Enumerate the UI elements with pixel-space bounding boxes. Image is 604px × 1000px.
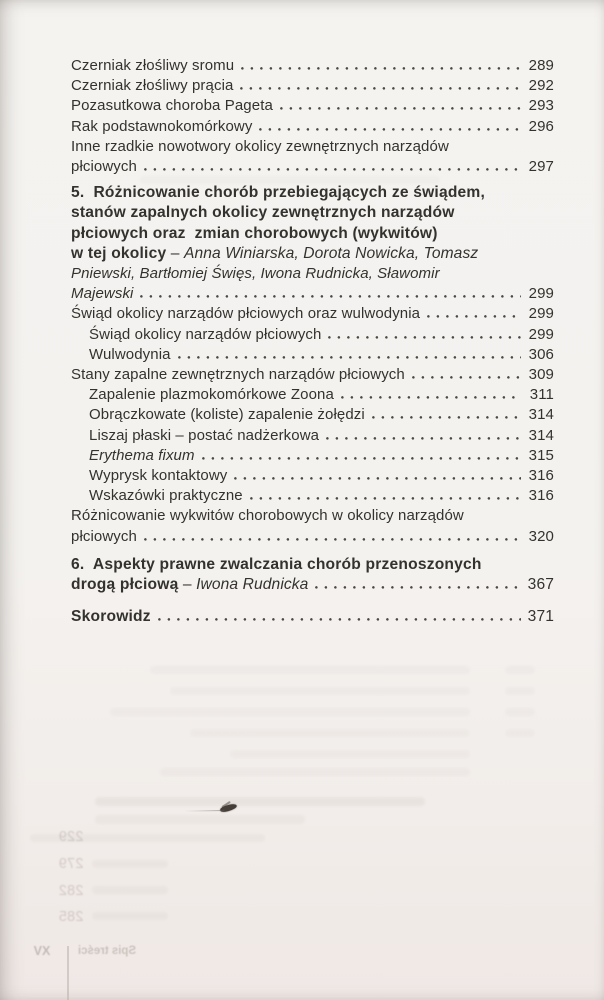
- toc-entry: [71, 96, 554, 116]
- toc-entry: [71, 345, 554, 365]
- text-run: Anna Winiarska, Dorota Nowicka, Tomasz: [183, 244, 479, 262]
- toc-entry: [71, 224, 554, 244]
- dot-leader: [144, 168, 521, 171]
- dot-leader: [240, 87, 521, 90]
- toc-entry: [71, 76, 554, 96]
- toc-page-number: 299: [528, 285, 554, 303]
- dot-leader: [328, 336, 521, 339]
- toc-page-number: 315: [528, 446, 554, 464]
- toc-entry-label: [89, 446, 195, 466]
- ghost-folio-number: XV: [33, 944, 51, 958]
- toc-entry: [71, 405, 554, 425]
- toc-entry-label: [71, 244, 478, 264]
- ghost-footer-rule: [67, 946, 69, 1000]
- ghost-footer-title: Spis treści: [77, 945, 137, 957]
- toc-entry: [71, 137, 554, 157]
- toc-page-number: 289: [528, 57, 554, 74]
- toc-entry-label: [71, 76, 233, 96]
- toc-page-number: 371: [527, 608, 554, 626]
- ghost-text-artifact: [505, 729, 535, 737]
- ghost-text-artifact: [92, 912, 168, 920]
- toc-entry: [71, 244, 554, 264]
- text-run: Liszaj płaski – postać nadżerkowa: [89, 426, 320, 444]
- toc-page-number: 309: [528, 366, 554, 384]
- ghost-page-number: 285: [58, 909, 84, 925]
- text-run: Erythema fixum: [89, 446, 195, 464]
- text-run: 5. Różnicowanie chorób przebiegających ze świądem,: [71, 184, 486, 202]
- ghost-text-artifact: [505, 708, 535, 716]
- text-run: płciowych oraz zmian chorobowych (wykwitów): [71, 224, 438, 242]
- toc-entry-label: [71, 506, 464, 526]
- toc-page-number: 292: [528, 77, 554, 95]
- text-run: drogą płciową: [71, 576, 179, 594]
- dot-leader: [202, 457, 521, 460]
- ghost-text-artifact: [92, 886, 168, 894]
- toc-entry-label: [71, 304, 420, 324]
- toc-entry-label: [71, 224, 438, 244]
- toc-page-number: 299: [528, 325, 554, 343]
- dot-leader: [158, 618, 521, 621]
- ghost-text-artifact: [505, 666, 535, 674]
- toc-entry: [71, 325, 554, 345]
- ghost-page-number: 282: [58, 883, 84, 899]
- toc-entry-label: [71, 575, 308, 595]
- table-of-contents: [71, 56, 554, 627]
- dot-leader: [241, 67, 521, 70]
- toc-entry: [71, 486, 554, 506]
- text-run: Zapalenie plazmokomórkowe Zoona: [89, 386, 334, 404]
- toc-page-number: 316: [528, 487, 554, 505]
- text-run: Inne rzadkie nowotwory okolicy zewnętrznych narządów: [71, 137, 449, 155]
- toc-entry: [71, 527, 554, 547]
- toc-entry: [71, 607, 554, 627]
- toc-entry: [71, 506, 554, 526]
- toc-entry: [71, 183, 554, 203]
- ghost-text-artifact: [140, 176, 440, 184]
- toc-entry-label: [89, 325, 321, 345]
- text-run: Świąd okolicy narządów płciowych oraz wulwodynia: [71, 305, 421, 323]
- text-run: –: [178, 576, 197, 594]
- text-run: Pniewski, Bartłomiej Święs, Iwona Rudnicka, Sławomir: [71, 265, 440, 283]
- toc-entry-label: [89, 466, 227, 486]
- ghost-text-artifact: [150, 666, 470, 674]
- toc-entry: [71, 466, 554, 486]
- text-run: 6. Aspekty prawne zwalczania chorób przenoszonych: [71, 555, 482, 573]
- text-run: Świąd okolicy narządów płciowych: [89, 325, 322, 343]
- text-run: płciowych: [71, 527, 137, 545]
- dot-leader: [259, 128, 521, 131]
- toc-entry: [71, 264, 554, 284]
- text-run: Czerniak złośliwy sromu: [71, 57, 235, 74]
- ghost-text-artifact: [170, 687, 470, 695]
- text-run: Majewski: [71, 285, 134, 303]
- dot-leader: [315, 586, 521, 589]
- text-run: Różnicowanie wykwitów chorobowych w okolicy narządów: [71, 507, 464, 525]
- toc-entry-label: [89, 426, 319, 446]
- text-run: –: [166, 244, 184, 262]
- text-run: Wyprysk kontaktowy: [89, 467, 228, 485]
- dot-leader: [341, 396, 521, 399]
- toc-page-number: 314: [528, 426, 554, 444]
- text-run: płciowych: [71, 158, 137, 176]
- dot-leader: [144, 538, 521, 541]
- ghost-text-artifact: [110, 708, 470, 716]
- dot-leader: [412, 376, 521, 379]
- toc-entry: [71, 555, 554, 575]
- ghost-text-artifact: [190, 729, 470, 737]
- text-run: Stany zapalne zewnętrznych narządów płciowych: [71, 366, 405, 384]
- text-run: Wskazówki praktyczne: [89, 487, 243, 505]
- toc-page-number: 367: [527, 576, 554, 594]
- toc-entry-label: [71, 117, 252, 137]
- toc-entry: [71, 446, 554, 466]
- toc-entry-label: [71, 284, 133, 304]
- toc-page-number: 293: [528, 97, 554, 115]
- toc-page-number: 296: [528, 117, 554, 135]
- toc-page-number: 316: [528, 467, 554, 485]
- toc-entry-label: [89, 345, 171, 365]
- toc-entry-label: [89, 385, 334, 405]
- dot-leader: [234, 477, 521, 480]
- ink-smudge: [220, 803, 238, 813]
- toc-page-number: 297: [528, 158, 554, 176]
- toc-entry-label: [89, 405, 365, 425]
- toc-entry: [71, 117, 554, 137]
- toc-entry-label: [71, 555, 482, 575]
- dot-leader: [372, 416, 521, 419]
- toc-entry: [71, 426, 554, 446]
- dot-leader: [140, 295, 521, 298]
- ghost-page-number: 279: [58, 856, 84, 872]
- ghost-text-artifact: [230, 750, 470, 758]
- text-run: Iwona Rudnicka: [196, 576, 309, 594]
- ghost-text-artifact: [95, 797, 425, 806]
- toc-entry-label: [71, 264, 440, 284]
- toc-entry: [71, 365, 554, 385]
- toc-entry-label: [71, 96, 273, 116]
- toc-entry: [71, 157, 554, 177]
- toc-entry-label: [71, 527, 137, 547]
- text-run: Wulwodynia: [89, 345, 171, 363]
- dot-leader: [427, 315, 521, 318]
- toc-page-number: 299: [528, 305, 554, 323]
- toc-entry: [71, 203, 554, 223]
- toc-entry: [71, 304, 554, 324]
- toc-entry-label: [71, 365, 405, 385]
- toc-page-number: 306: [528, 345, 554, 363]
- text-run: w tej okolicy: [71, 244, 167, 262]
- toc-entry-label: [71, 607, 151, 627]
- toc-entry-label: [89, 486, 243, 506]
- ghost-text-artifact: [505, 687, 535, 695]
- ghost-text-artifact: [92, 860, 168, 868]
- dot-leader: [326, 437, 521, 440]
- text-run: Pozasutkowa choroba Pageta: [71, 97, 273, 115]
- text-run: Skorowidz: [71, 608, 151, 626]
- dot-leader: [250, 497, 521, 500]
- toc-entry-label: [71, 56, 234, 76]
- toc-entry: [71, 56, 554, 76]
- toc-entry-label: [71, 203, 455, 223]
- toc-entry: [71, 575, 554, 595]
- toc-entry-label: [71, 183, 485, 203]
- ghost-page-number: 229: [58, 829, 84, 845]
- toc-page-number: 314: [528, 406, 554, 424]
- toc-entry-label: [71, 137, 449, 157]
- text-run: Obrączkowate (koliste) zapalenie żołędzi: [89, 406, 365, 424]
- toc-page-number: 320: [528, 527, 554, 545]
- text-run: Rak podstawnokomórkowy: [71, 117, 253, 135]
- ghost-text-artifact: [160, 768, 470, 776]
- dot-leader: [178, 356, 521, 359]
- text-run: stanów zapalnych okolicy zewnętrznych narządów: [71, 204, 455, 222]
- ghost-text-artifact: [95, 815, 305, 824]
- toc-page-number: 311: [529, 386, 554, 404]
- dot-leader: [280, 107, 521, 110]
- toc-entry: [71, 385, 554, 405]
- text-run: Czerniak złośliwy prącia: [71, 77, 234, 95]
- toc-entry: [71, 284, 554, 304]
- toc-entry-label: [71, 157, 137, 177]
